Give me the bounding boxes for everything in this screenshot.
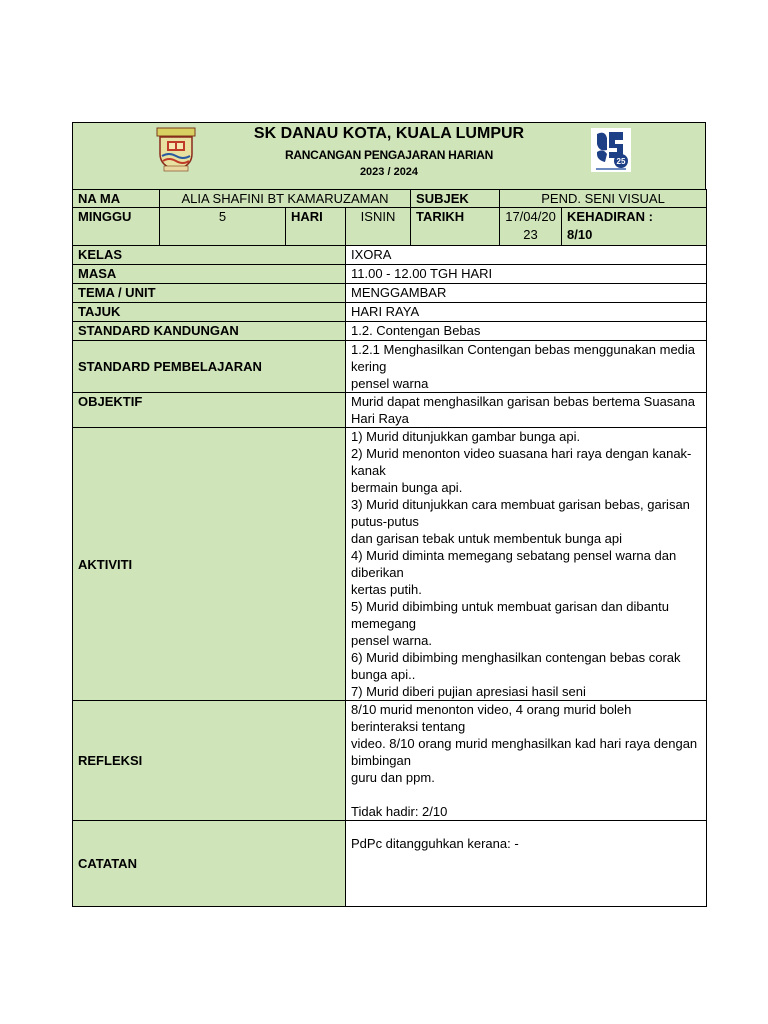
aktiviti-value: 1) Murid ditunjukkan gambar bunga api. 2) Murid menonton video suasana hari raya dengan kanak-kanak bermain bunga api. 3) Murid ditunjukkan cara membuat garisan bebas, garisan putus-putus dan garisan tebak untuk membentuk bunga api 4) Murid diminta memegang sebatang pensel warna dan diberikan kertas putih. 5) Murid dibimbing untuk membuat garisan dan dibantu memegang pensel warna. 6) Murid dibimbing menghasilkan contengan bebas corak bunga api.. 7) Murid diberi pujian apresiasi hasil seni xyxy=(346,428,707,701)
lesson-plan-sheet xyxy=(72,122,706,907)
subjek-label: SUBJEK xyxy=(411,190,500,208)
nama-value: ALIA SHAFINI BT KAMARUZAMAN xyxy=(160,190,411,208)
hari-label: HARI xyxy=(286,208,346,246)
tema-label: TEMA / UNIT xyxy=(73,284,346,303)
lesson-plan-table xyxy=(72,189,707,907)
masa-value: 11.00 - 12.00 TGH HARI xyxy=(346,265,707,284)
tarikh-label: TARIKH xyxy=(411,208,500,246)
ministry-25-logo-icon xyxy=(591,128,631,172)
tema-value: MENGGAMBAR xyxy=(346,284,707,303)
standard-pembelajaran-label: STANDARD PEMBELAJARAN xyxy=(73,341,346,393)
standard-kandungan-label: STANDARD KANDUNGAN xyxy=(73,322,346,341)
tajuk-value: HARI RAYA xyxy=(346,303,707,322)
school-name: SK DANAU KOTA, KUALA LUMPUR xyxy=(253,125,525,142)
objektif-value: Murid dapat menghasilkan garisan bebas bertema Suasana Hari Raya xyxy=(346,393,707,428)
subjek-value: PEND. SENI VISUAL xyxy=(500,190,707,208)
kehadiran-label: KEHADIRAN : 8/10 xyxy=(562,208,707,246)
header-banner xyxy=(72,122,706,189)
aktiviti-label: AKTIVITI xyxy=(73,428,346,701)
masa-label: MASA xyxy=(73,265,346,284)
tarikh-value: 17/04/20 23 xyxy=(500,208,562,246)
minggu-label: MINGGU xyxy=(73,208,160,246)
catatan-value: PdPc ditangguhkan kerana: - xyxy=(346,821,707,907)
standard-pembelajaran-value: 1.2.1 Menghasilkan Contengan bebas menggunakan media kering pensel warna xyxy=(346,341,707,393)
academic-year: 2023 / 2024 xyxy=(359,166,419,178)
standard-kandungan-value: 1.2. Contengan Bebas xyxy=(346,322,707,341)
refleksi-value: 8/10 murid menonton video, 4 orang murid boleh berinteraksi tentang video. 8/10 orang murid menghasilkan kad hari raya dengan bimbingan guru dan ppm. Tidak hadir: 2/10 xyxy=(346,701,707,821)
refleksi-label: REFLEKSI xyxy=(73,701,346,821)
kelas-label: KELAS xyxy=(73,246,346,265)
objektif-label: OBJEKTIF xyxy=(73,393,346,428)
kelas-value: IXORA xyxy=(346,246,707,265)
catatan-label: CATATAN xyxy=(73,821,346,907)
svg-text:25: 25 xyxy=(616,157,626,166)
nama-label: NA MA xyxy=(73,190,160,208)
minggu-value: 5 xyxy=(160,208,286,246)
tajuk-label: TAJUK xyxy=(73,303,346,322)
plan-title: RANCANGAN PENGAJARAN HARIAN xyxy=(285,148,493,162)
hari-value: ISNIN xyxy=(346,208,411,246)
